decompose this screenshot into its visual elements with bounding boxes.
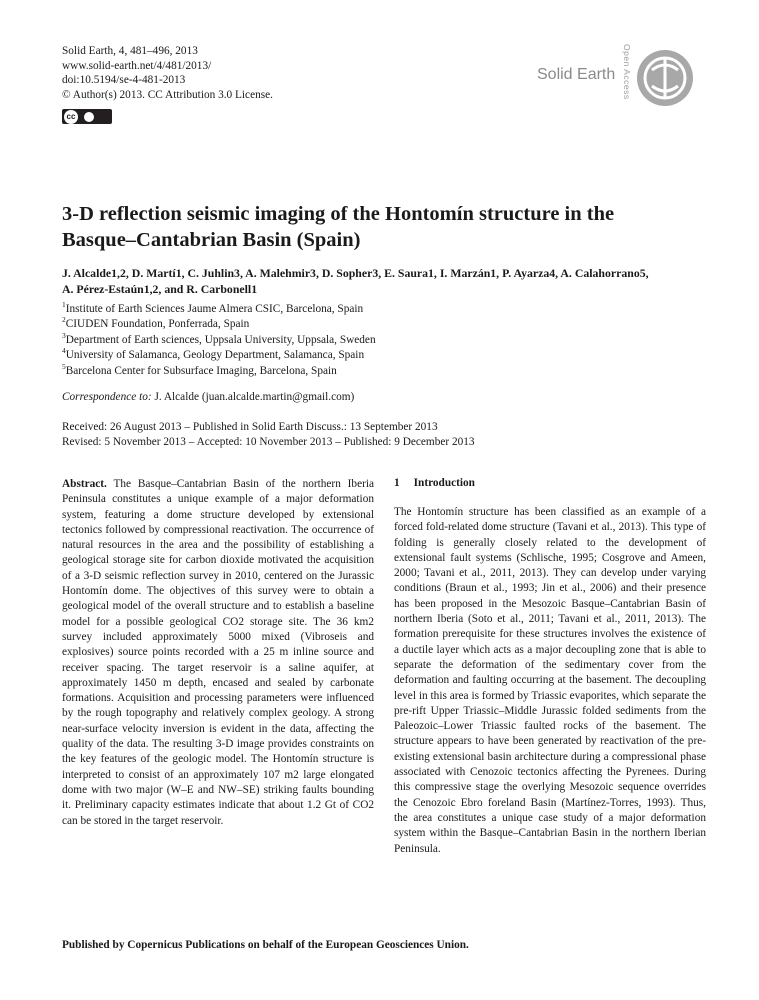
citation: Solid Earth, 4, 481–496, 2013 <box>62 45 198 57</box>
title-line-2: Basque–Cantabrian Basin (Spain) <box>62 229 361 251</box>
introduction-text: The Hontomín structure has been classified as an example of a forced fold-related dome structure (Tavani et al., 2013). This type of folding is generally closely related to the development of extensional fault systems (Schlische, 1995; Cosgrove and Ameen, 2000; Tavani et al., 2011, 2013). They can develop under varying conditions (Braun et al., 1993; Jin et al., 2006) and their presence has been proposed in the Mesozoic Basque–Cantabrian Basin of northern Iberia (Soto et al., 2011; Tavani et al., 2011, 2013). The formation prerequisite for these structures involves the existence of a ductile layer which acts as a major decoupling zone that is able to separate the deformation of the sedimentary cover from the deformation and faulting occurring at the basement. The decoupling level in this area is formed by Triassic evaporites, which separate the pre-rift Upper Triassic–Middle Jurassic folded sediments from the Paleozoic–Lower Triassic faulted rocks of the basement. The structure appears to have been generated by reactivation of the pre-existing extensional basin architecture during a compressional phase associated with Cenozoic tectonics affecting the Pyrenees. During this compressive stage the overlying Mesozoic sequence overrides the Cenozoic Ebro foreland Basin (Martínez-Torres, 1993). Thus, the area constitutes a unique case study of a major deformation system within the Basque–Cantabrian Basin in the northern Iberian Peninsula. <box>394 506 706 855</box>
publication-dates <box>62 420 475 451</box>
section-number: 1 <box>394 477 400 489</box>
affiliation-2: $^2$CIUDEN Foundation, Ponferrada, Spain <box>62 315 250 331</box>
journal-logo-icon <box>618 46 708 110</box>
article-url[interactable]: www.solid-earth.net/4/481/2013/ <box>62 59 212 72</box>
cc-icon: cc <box>64 110 78 124</box>
affiliation-5: $^5$Barcelona Center for Subsurface Imaging, Barcelona, Spain <box>62 361 337 377</box>
publisher-footer: Published by Copernicus Publications on behalf of the European Geosciences Union. <box>62 939 469 951</box>
correspondence <box>62 391 354 403</box>
article-metadata <box>62 44 273 102</box>
by-icon <box>84 112 94 122</box>
journal-name: Solid Earth <box>537 66 616 83</box>
section-heading-introduction <box>394 477 489 489</box>
dates-line-1: Received: 26 August 2013 – Published in Solid Earth Discuss.: 13 September 2013 <box>62 421 438 433</box>
affiliation-1: $^1$Institute of Earth Sciences Jaume Almera CSIC, Barcelona, Spain <box>62 300 364 315</box>
dates-line-2: Revised: 5 November 2013 – Accepted: 10 November 2013 – Published: 9 December 2013 <box>62 436 475 449</box>
authors-line-2: A. Pérez-Estaún1,2, and R. Carbonell1 <box>62 281 258 296</box>
open-access-label: Open Access <box>622 44 632 100</box>
affiliation-3: $^3$Department of Earth sciences, Uppsala University, Uppsala, Sweden <box>62 331 376 346</box>
abstract-label: Abstract. <box>62 478 107 490</box>
authors <box>62 266 702 297</box>
paper-title <box>62 201 712 253</box>
affiliation-4: $^4$University of Salamanca, Geology Department, Salamanca, Spain <box>62 346 365 362</box>
cc-by-badge[interactable] <box>62 109 112 124</box>
title-line-1: 3-D reflection seismic imaging of the Hontomín structure in the <box>62 203 615 225</box>
license: © Author(s) 2013. CC Attribution 3.0 License. <box>62 88 273 101</box>
abstract <box>62 477 374 829</box>
section-title: Introduction <box>413 477 475 489</box>
doi[interactable]: doi:10.5194/se-4-481-2013 <box>62 74 186 87</box>
affiliations <box>62 302 376 379</box>
authors-line-1: J. Alcalde1,2, D. Martí1, C. Juhlin3, A. Malehmir3, D. Sopher3, E. Saura1, I. Marzán1, P. Ayarza4, A. Calahorrano5, <box>62 266 649 280</box>
correspondence-label: Correspondence to: <box>62 391 152 403</box>
abstract-text: The Basque–Cantabrian Basin of the northern Iberia Peninsula constitutes a unique example of a major deformation system, featuring a dome structure developed by extensional tectonics followed by compressional reactivation. The occurrence of natural resources in the area and the possibility of establishing a geological storage site for carbon dioxide motivated the acquisition of a 3-D seismic reflection survey in 2010, centered on the Jurassic Hontomín dome. The objectives of this survey were to obtain a geological model of the overall structure and to establish a baseline model for a possible geological CO2 storage site. The 36 km2 survey included approximately 5000 mixed (Vibroseis and explosives) source points recorded with a 25 m inline source and receiver spacing. The target reservoir is a saline aquifer, at approximately 1450 m depth, encased and sealed by carbonate formations. Acquisition and processing parameters were influenced by the rough topography and relatively complex geology. A strong near-surface velocity inversion is evident in the data, affecting the quality of the data. The resulting 3-D image provides constraints on the key features of the geologic model. The Hontomín structure is interpreted to consist of an approximately 107 m2 large elongated dome with two major (W–E and NW–SE) striking faults bounding it. Preliminary capacity estimates indicate that about 1.2 Gt of CO2 can be stored in the target reservoir. <box>62 478 375 827</box>
correspondence-text[interactable]: J. Alcalde (juan.alcalde.martin@gmail.com) <box>151 391 355 403</box>
